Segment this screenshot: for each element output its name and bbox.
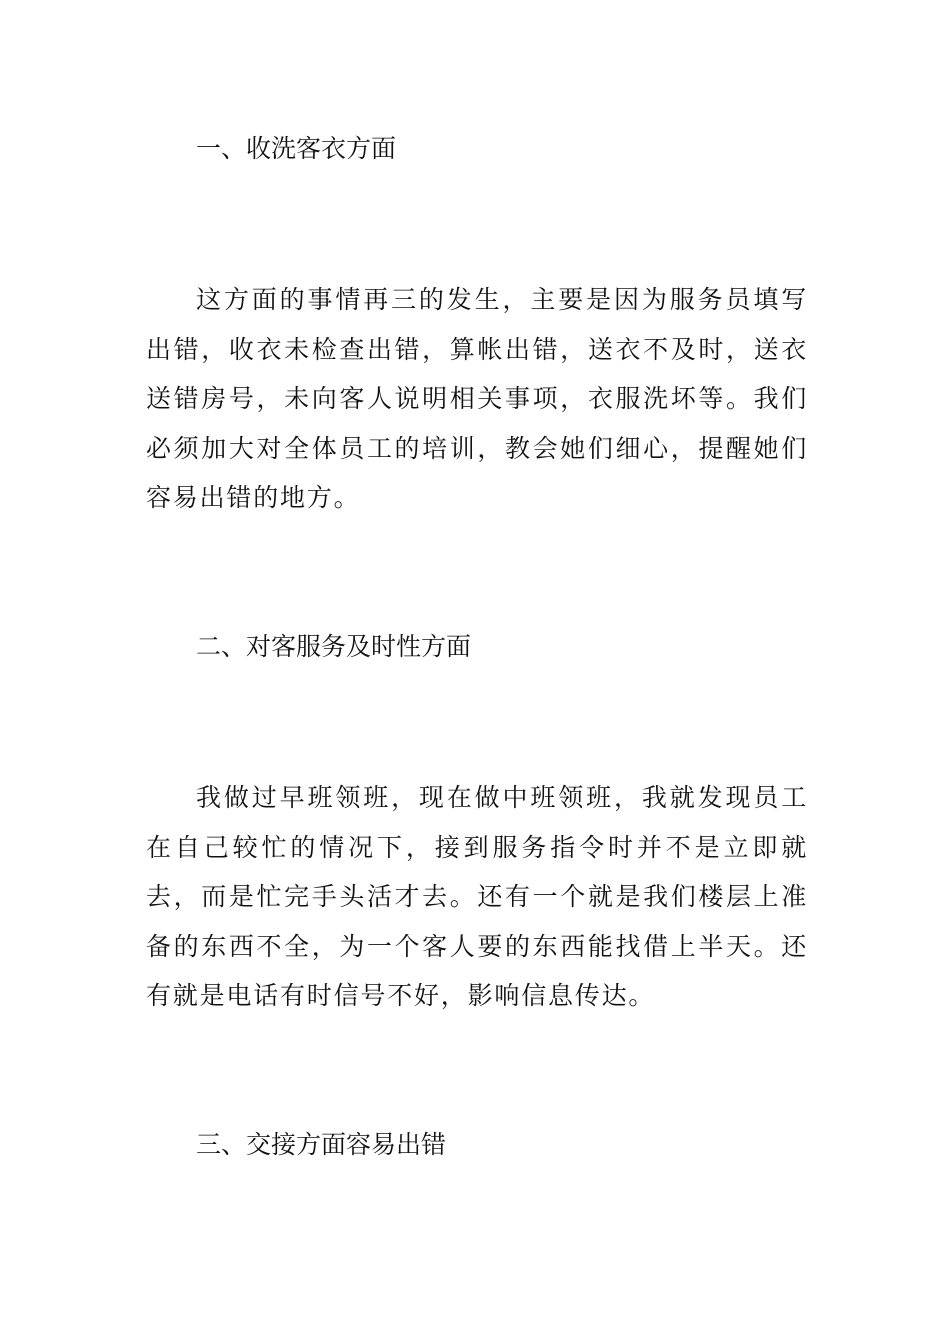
section-heading-laundry: 一、收洗客衣方面 bbox=[196, 134, 397, 163]
section-paragraph-service-timeliness: 我做过早班领班，现在做中班领班，我就发现员工在自己较忙的情况下，接到服务指令时并不是立即就去，而是忙完手头活才去。还有一个就是我们楼层上准备的东西不全，为一个客人要的东西能找借上半天。还有就是电话有时信号不好，影响信息传达。 bbox=[146, 783, 808, 1010]
section-heading-handover: 三、交接方面容易出错 bbox=[196, 1130, 447, 1159]
section-heading-service-timeliness: 二、对客服务及时性方面 bbox=[196, 632, 472, 661]
section-paragraph-laundry: 这方面的事情再三的发生，主要是因为服务员填写出错，收衣未检查出错，算帐出错，送衣不及时，送衣送错房号，未向客人说明相关事项，衣服洗坏等。我们必须加大对全体员工的培训，教会她们细心，提醒她们容易出错的地方。 bbox=[146, 285, 808, 512]
